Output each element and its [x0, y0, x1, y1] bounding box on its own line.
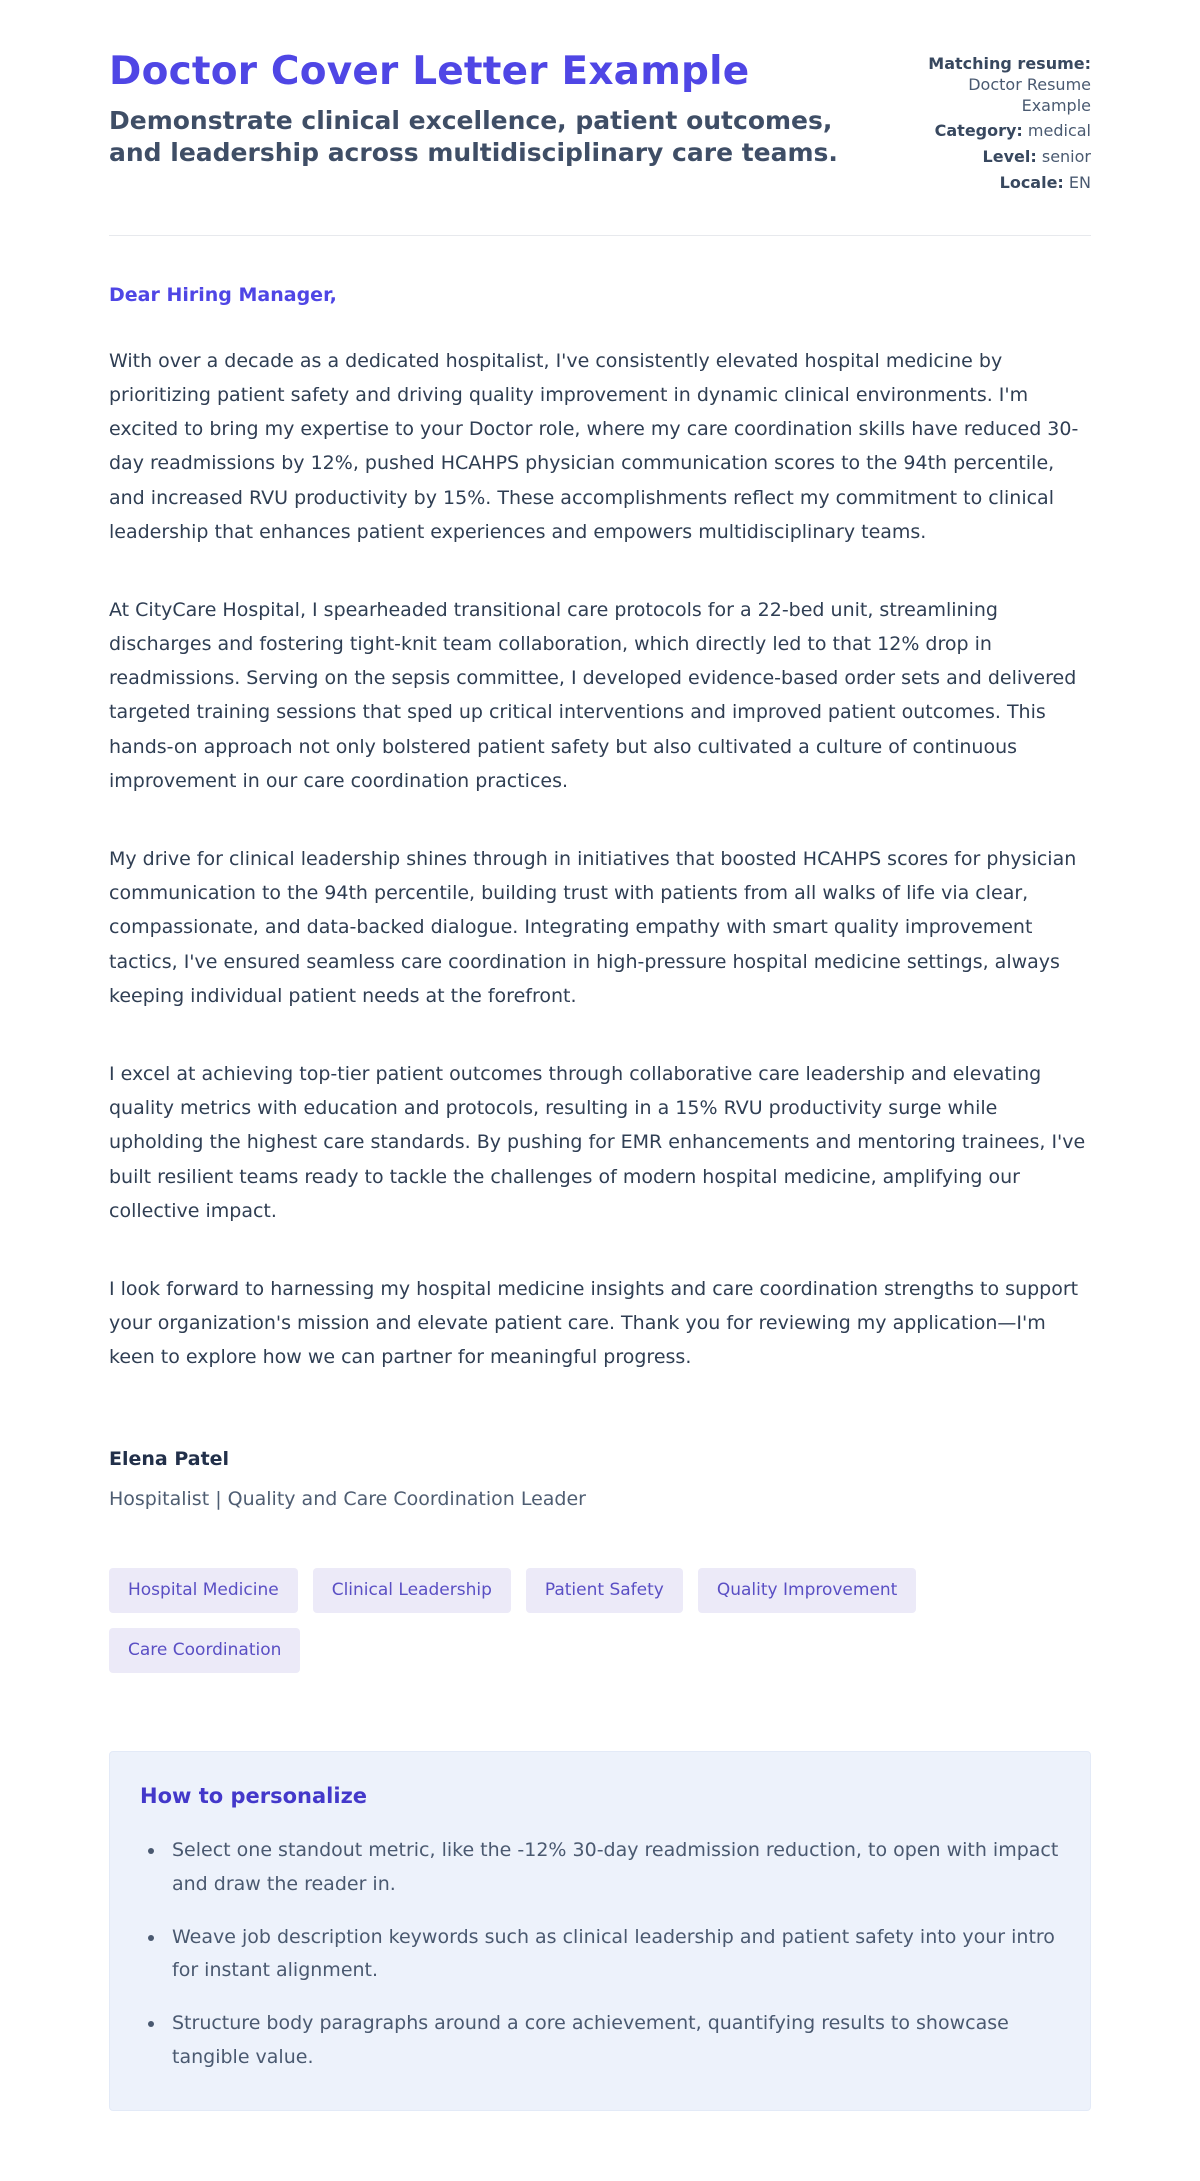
personalize-tip: • Structure body paragraphs around a core achievement, quantifying results to showcase tangible value. — [166, 2007, 1060, 2074]
signature-title: Hospitalist | Quality and Care Coordination Leader — [109, 1488, 586, 1511]
meta-locale — [896, 173, 1091, 194]
personalize-box — [109, 1751, 1091, 2111]
meta-locale-value: EN — [1068, 172, 1091, 192]
tag-list — [109, 1568, 1091, 1673]
personalize-tip: • Weave job description keywords such as clinical leadership and patient safety into your intro for instant alignment. — [166, 1921, 1060, 1988]
cover-letter-page — [109, 0, 1091, 2111]
personalize-tip: • Select one standout metric, like the -12% 30-day readmission reduction, to open with impact and draw the reader in. — [166, 1834, 1060, 1901]
letter-paragraph: I excel at achieving top-tier patient outcomes through collaborative care leadership and elevating quality metrics with education and protocols, resulting in a 15% RVU productivity surge while upholding the highest care standards. By pushing for EMR enhancements and mentoring trainees, I've built resilient teams ready to tackle the challenges of modern hospital medicine, amplifying our collective impact. — [109, 1062, 1086, 1222]
tag-pill[interactable]: Clinical Leadership — [313, 1568, 511, 1613]
meta-category-value: medical — [1027, 121, 1091, 141]
meta-panel — [896, 50, 1091, 199]
tag-pill[interactable]: Hospital Medicine — [109, 1568, 298, 1613]
letter-paragraph: At CityCare Hospital, I spearheaded transitional care protocols for a 22-bed unit, streamlining discharges and fostering tight-knit team collaboration, which directly led to that 12% drop in readmissions. Serving on the sepsis committee, I developed evidence-based order sets and delivered targeted training sessions that sped up critical interventions and improved patient outcomes. This hands-on approach not only bolstered patient safety but also cultivated a culture of continuous improvement in our care coordination practices. — [109, 598, 1077, 792]
letter-paragraph: My drive for clinical leadership shines through in initiatives that boosted HCAHPS scores for physician communication to the 94th percentile, building trust with patients from all walks of life via clear, compassionate, and data-backed dialogue. Integrating empathy with smart quality improvement tactics, I've ensured seamless care coordination in high-pressure hospital medicine settings, always keeping individual patient needs at the forefront. — [109, 848, 1077, 1007]
meta-locale-label: Locale: — [999, 172, 1064, 192]
meta-category-label: Category: — [934, 121, 1023, 141]
letter-paragraph: I look forward to harnessing my hospital medicine insights and care coordination strengths to support your organization's mission and elevate patient care. Thank you for reviewing my application—I'm keen to explore how we can partner for meaningful progress. — [109, 1277, 1079, 1369]
header-titles — [109, 50, 879, 170]
personalize-tip-list — [140, 1834, 1060, 2074]
letter-paragraph: With over a decade as a dedicated hospitalist, I've consistently elevated hospital medicine by prioritizing patient safety and driving quality improvement in dynamic clinical environments. I'm excited to bring my expertise to your Doctor role, where my care coordination skills have reduced 30-day readmissions by 12%, pushed HCAHPS physician communication scores to the 94th percentile, and increased RVU productivity by 15%. These accomplishments reflect my commitment to clinical leadership that enhances patient experiences and empowers multidisciplinary teams. — [109, 349, 1079, 543]
header — [109, 50, 1091, 199]
letter-greeting: Dear Hiring Manager, — [109, 283, 337, 306]
meta-matching-resume-label: Matching resume: — [928, 54, 1091, 73]
signature-block — [109, 1448, 1091, 1510]
page-title: Doctor Cover Letter Example — [109, 49, 750, 94]
tag-pill[interactable]: Care Coordination — [109, 1628, 300, 1673]
meta-matching-resume — [896, 54, 1091, 116]
meta-matching-resume-value: Doctor Resume Example — [968, 74, 1091, 115]
tag-pill[interactable]: Patient Safety — [526, 1568, 683, 1613]
signature-name: Elena Patel — [109, 1448, 230, 1471]
header-divider — [109, 235, 1091, 236]
meta-level — [896, 147, 1091, 168]
page-subtitle: Demonstrate clinical excellence, patient outcomes, and leadership across multidisciplinary care teams. — [109, 105, 838, 168]
meta-level-label: Level: — [982, 147, 1037, 167]
tag-pill[interactable]: Quality Improvement — [698, 1568, 917, 1613]
meta-category — [896, 121, 1091, 142]
personalize-heading: How to personalize — [140, 1784, 368, 1809]
letter-body — [109, 284, 1091, 1511]
meta-level-value: senior — [1041, 147, 1091, 167]
